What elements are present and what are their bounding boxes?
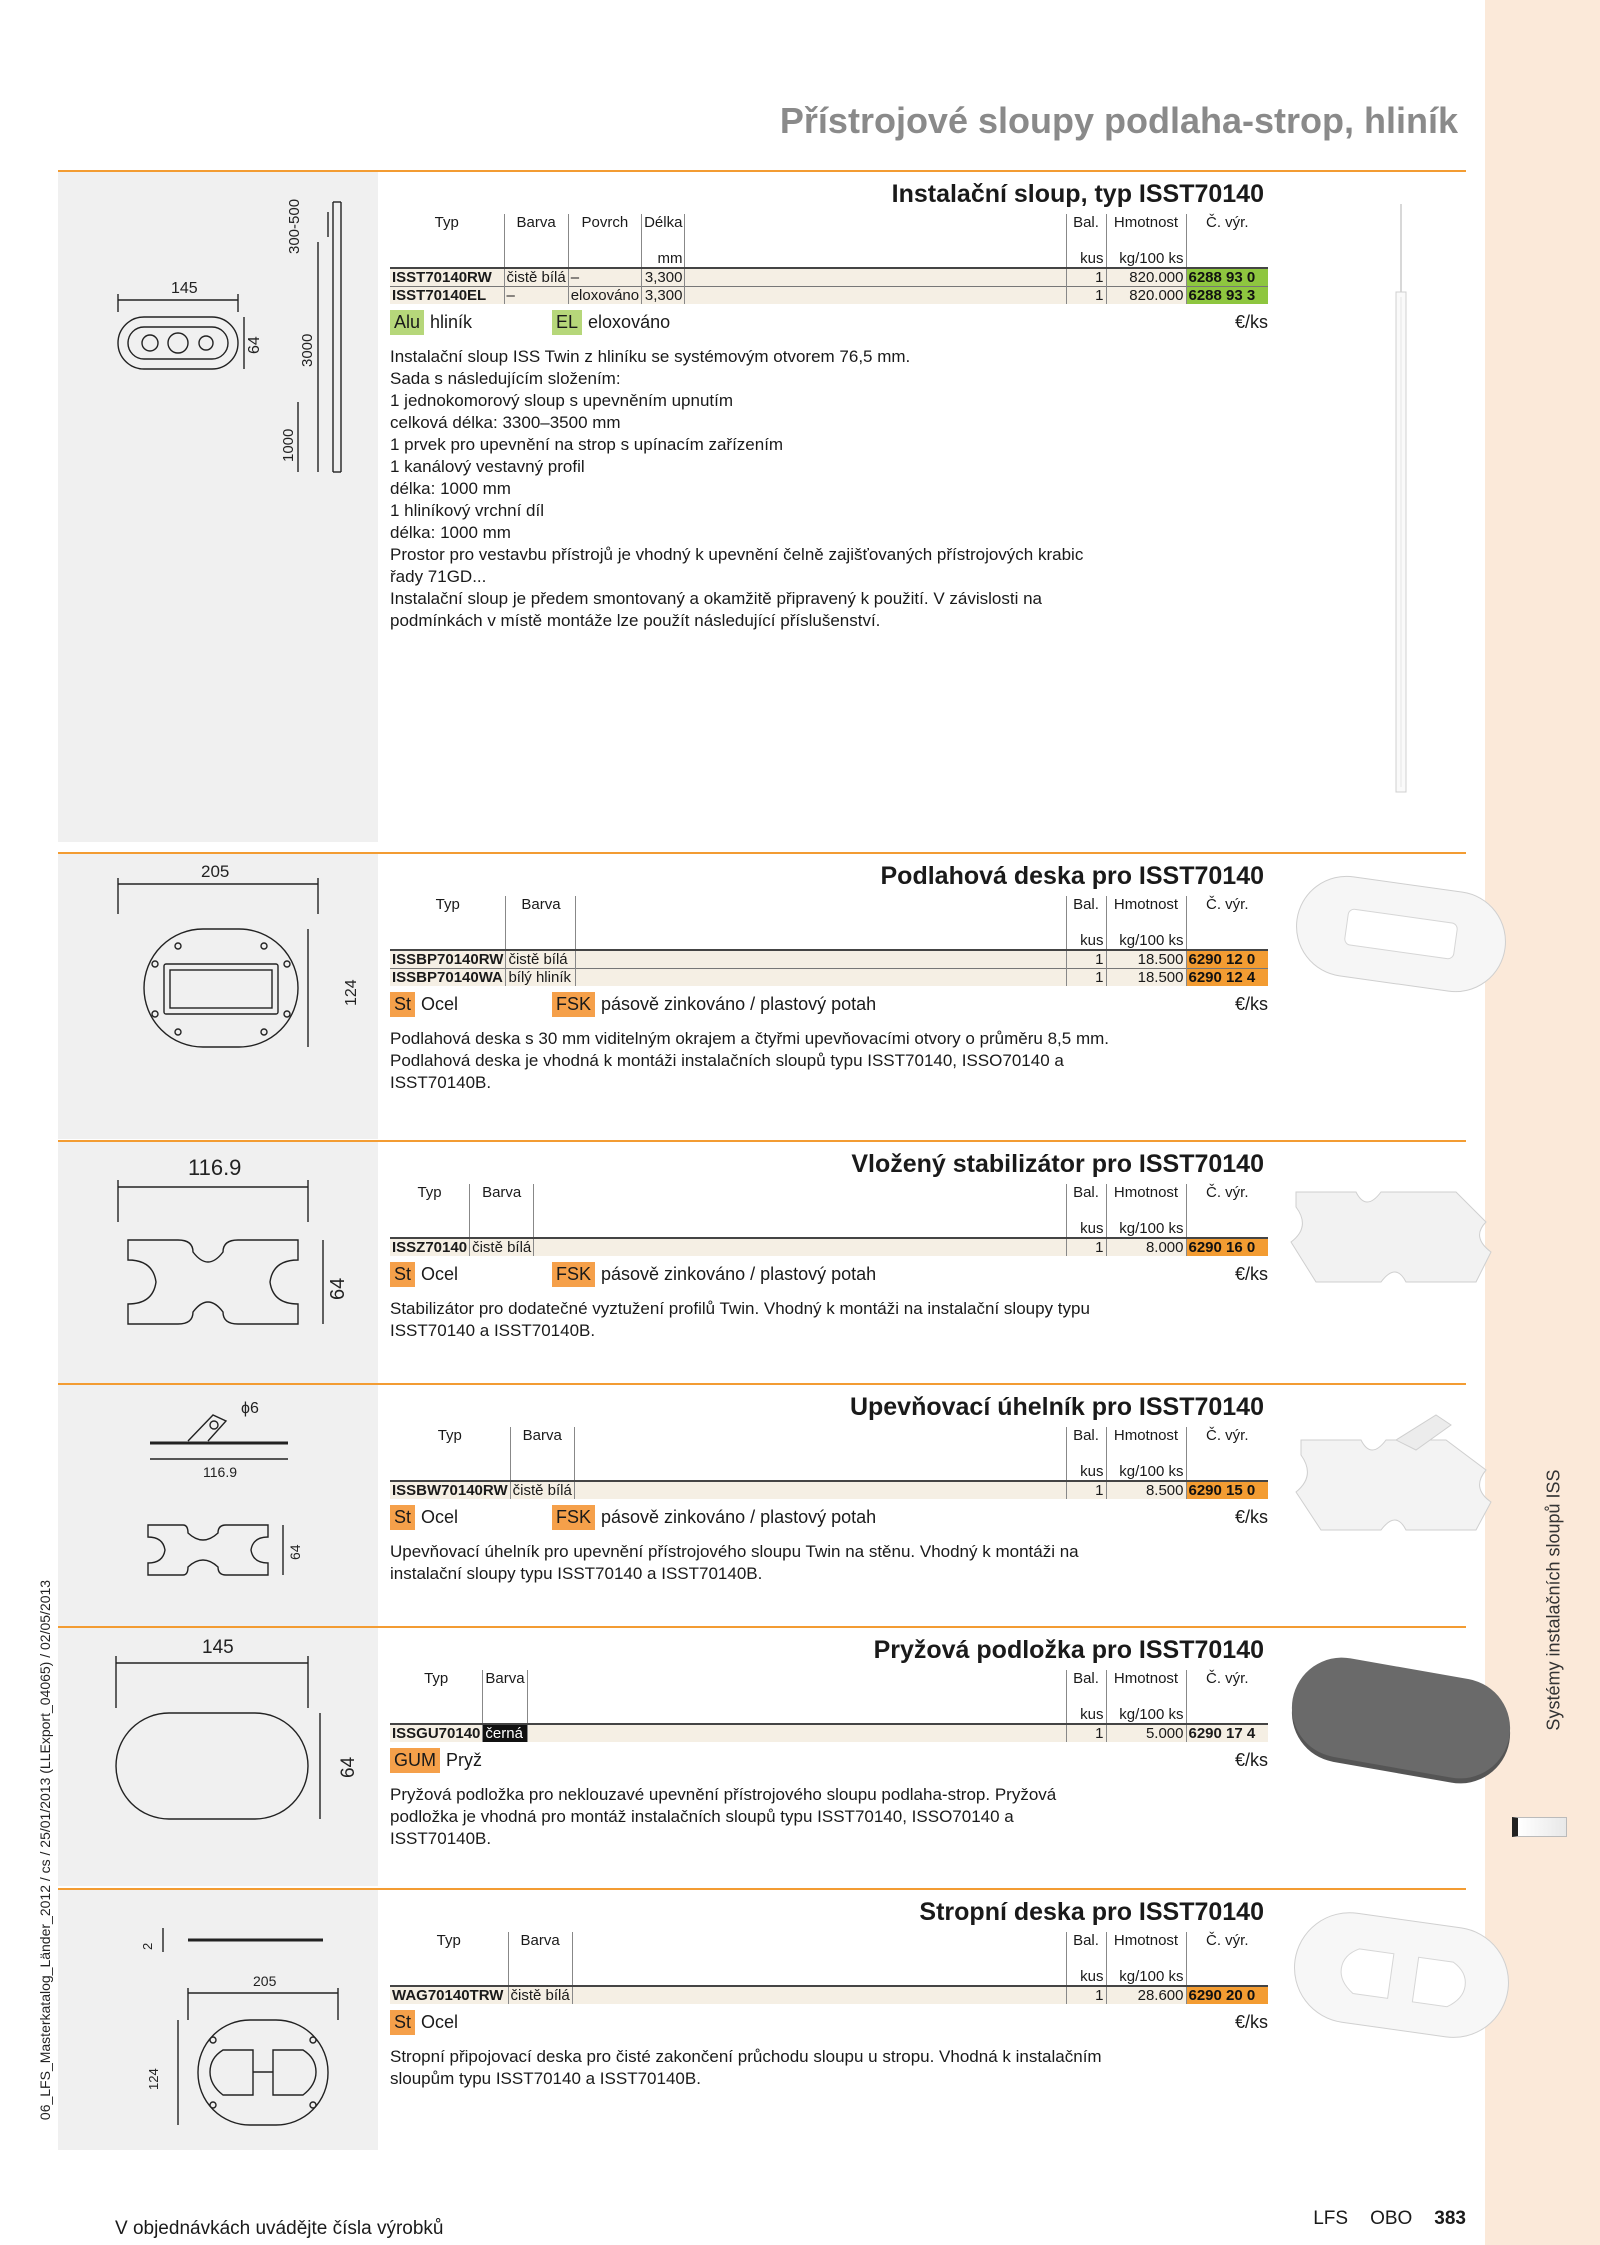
column-header: Barva <box>508 1932 572 1968</box>
column-header: Bal. <box>1066 1184 1106 1220</box>
unit-label: kus <box>1066 1968 1106 1986</box>
dim-label: 145 <box>171 280 198 297</box>
section-floor-plate <box>58 852 1466 1139</box>
page-title: Přístrojové sloupy podlaha-strop, hliník <box>779 100 1458 141</box>
product-table <box>390 214 1268 304</box>
units-row <box>390 250 1268 268</box>
unit-label: kus <box>1066 250 1106 268</box>
product-photo <box>1286 1648 1516 1788</box>
weight-cell: 18.500 <box>1106 969 1186 987</box>
material-name: Ocel <box>421 1264 459 1284</box>
surface-name: pásově zinkováno / plastový potah <box>601 994 877 1014</box>
column-header: Hmotnost <box>1106 214 1186 250</box>
dim-label: 1000 <box>280 428 297 462</box>
dim-label: 124 <box>146 2068 161 2090</box>
pack-cell: 1 <box>1066 1986 1106 2004</box>
column-header: Bal. <box>1066 896 1106 932</box>
section-installation-column <box>58 170 1466 842</box>
product-description: Instalační sloup ISS Twin z hliníku se systémovým otvorem 76,5 mm. Sada s následujícím složením: 1 jednokomorový sloup s upevněním upnutím celková délka: 3300–3500 mm 1 prvek pro upevnění na strop s upínacím zařízením 1 kanálový vestavný profil délka: 1000 mm 1 hliníkový vrchní díl délka: 1000 mm Prostor pro vestavbu přístrojů je vhodný k upevnění čelně zajišťovaných přístrojových krabic řady 71GD... Instalační sloup je předem smontovaný a okamžitě připravený k použití. V závislosti na podmínkách v místě montáže lze použít následující příslušenství. <box>390 347 1084 630</box>
unit-label: kg/100 ks <box>1106 1463 1186 1481</box>
material-line <box>390 1262 1268 1292</box>
unit-label: kg/100 ks <box>1106 932 1186 950</box>
surface-code-badge: EL <box>552 310 582 335</box>
column-header: Typ <box>390 1932 508 1968</box>
order-note: V objednávkách uvádějte čísla výrobků <box>115 2218 444 2239</box>
technical-drawing <box>58 1142 378 1384</box>
dim-label: 116.9 <box>203 1464 237 1480</box>
price-unit: €/ks <box>1234 1507 1268 1527</box>
product-description: Pryžová podložka pro neklouzavé upevnění přístrojového sloupu podlaha-strop. Pryžová podložka je vhodná pro montáž instalačních sloupů typu ISST70140, ISSO70140 a ISST70140B. <box>390 1785 1057 1848</box>
pack-cell: 1 <box>1066 1481 1106 1499</box>
surface-code-badge: FSK <box>552 992 595 1017</box>
column-header: Typ <box>390 1184 470 1220</box>
product-description: Upevňovací úhelník pro upevnění přístrojového sloupu Twin na stěnu. Vhodný k montáži na instalační sloupy typu ISST70140 a ISST70140B. <box>390 1542 1079 1583</box>
column-header: Povrch <box>568 214 641 250</box>
column-header: Č. výr. <box>1205 1670 1249 1687</box>
product-code: ISSBP70140RW <box>390 950 506 969</box>
unit-label: kus <box>1066 1463 1106 1481</box>
dim-label: 64 <box>287 1544 303 1560</box>
color-cell: čistě bílá <box>506 950 576 969</box>
material-name: Ocel <box>421 994 459 1014</box>
order-number: 6288 93 0 <box>1186 268 1268 287</box>
unit-label: kus <box>1066 1706 1106 1724</box>
weight-cell: 820.000 <box>1106 268 1186 287</box>
product-code: ISSBP70140WA <box>390 969 506 987</box>
unit-label: kg/100 ks <box>1106 1220 1186 1238</box>
product-code: ISST70140EL <box>390 287 504 305</box>
pack-cell: 1 <box>1066 287 1106 305</box>
material-name: Pryž <box>446 1750 482 1770</box>
column-header: Bal. <box>1066 1670 1106 1706</box>
dim-label: 64 <box>327 1277 349 1300</box>
spacer <box>685 214 1066 250</box>
table-row <box>390 1986 1268 2004</box>
dim-label: 300-500 <box>286 198 303 254</box>
column-header: Délka <box>642 214 685 250</box>
product-photo <box>1286 1182 1516 1292</box>
color-cell: čistě bílá <box>508 1986 572 2004</box>
price-unit: €/ks <box>1234 1264 1268 1284</box>
surface-cell: – <box>568 268 641 287</box>
material-line <box>390 2010 1268 2040</box>
unit-label: kus <box>1066 932 1106 950</box>
product-table <box>390 1184 1268 1256</box>
product-description: Stropní připojovací deska pro čisté zakončení průchodu sloupu u stropu. Vhodná k instalačním sloupům typu ISST70140 a ISST70140B. <box>390 2047 1102 2088</box>
column-header: Hmotnost <box>1106 1184 1186 1220</box>
catalog-meta-text: 06_LFS_Masterkatalog_Länder_2012 / cs / 25/01/2013 (LLExport_04065) / 02/05/2013 <box>37 1579 53 2121</box>
technical-drawing <box>58 1890 378 2150</box>
footer-brand <box>1313 2208 1466 2230</box>
table-header <box>390 214 1268 250</box>
column-header: Hmotnost <box>1106 1427 1186 1463</box>
technical-drawing <box>58 1628 378 1886</box>
product-code: WAG70140TRW <box>390 1986 508 2004</box>
order-number: 6290 12 4 <box>1186 969 1268 987</box>
unit-label: kg/100 ks <box>1106 1706 1186 1724</box>
material-line <box>390 1505 1268 1535</box>
color-cell: bílý hliník <box>506 969 576 987</box>
dim-label: 205 <box>253 1973 277 1989</box>
weight-cell: 18.500 <box>1106 950 1186 969</box>
pack-cell: 1 <box>1066 969 1106 987</box>
column-header: Bal. <box>1066 1932 1106 1968</box>
section-title: Podlahová deska pro ISST70140 <box>880 862 1264 890</box>
pack-cell: 1 <box>1066 1238 1106 1256</box>
material-code-badge: GUM <box>390 1748 440 1773</box>
order-number: 6290 17 4 <box>1186 1724 1268 1742</box>
material-code-badge: St <box>390 1505 415 1530</box>
price-unit: €/ks <box>1234 2012 1268 2032</box>
column-header: Č. výr. <box>1205 1932 1249 1949</box>
section-title: Stropní deska pro ISST70140 <box>919 1898 1264 1926</box>
column-header: Č. výr. <box>1205 1427 1249 1444</box>
column-header: Č. výr. <box>1205 896 1249 913</box>
surface-code-badge: FSK <box>552 1505 595 1530</box>
page-number: 383 <box>1434 2208 1466 2229</box>
color-cell: čistě bílá <box>470 1238 534 1256</box>
brand-obo: OBO <box>1370 2208 1413 2229</box>
order-number: 6288 93 3 <box>1186 287 1268 305</box>
section-stabilizer <box>58 1140 1466 1384</box>
column-header: Č. výr. <box>1205 1184 1249 1201</box>
price-unit: €/ks <box>1234 312 1268 332</box>
order-number: 6290 16 0 <box>1186 1238 1268 1256</box>
table-row <box>390 1724 1268 1742</box>
column-header: Typ <box>390 1427 510 1463</box>
unit-label: mm <box>642 250 685 268</box>
weight-cell: 8.500 <box>1106 1481 1186 1499</box>
weight-cell: 820.000 <box>1106 287 1186 305</box>
table-row <box>390 1481 1268 1499</box>
product-table <box>390 896 1268 986</box>
technical-drawing <box>58 854 378 1139</box>
color-cell: čistě bílá <box>504 268 568 287</box>
price-unit: €/ks <box>1234 994 1268 1014</box>
product-photo <box>1286 874 1516 994</box>
material-code-badge: St <box>390 1262 415 1287</box>
unit-label: kg/100 ks <box>1106 250 1186 268</box>
sidebar-category-label: Systémy instalačních sloupů ISS <box>1543 1469 1564 1731</box>
column-header: Č. výr. <box>1205 214 1249 231</box>
column-header: Barva <box>510 1427 574 1463</box>
surface-code-badge: FSK <box>552 1262 595 1287</box>
material-name: Ocel <box>421 1507 459 1527</box>
product-photo <box>1286 1410 1516 1540</box>
section-title: Upevňovací úhelník pro ISST70140 <box>849 1393 1264 1421</box>
dim-label: 124 <box>343 979 360 1006</box>
product-code: ISSGU70140 <box>390 1724 483 1742</box>
column-header: Typ <box>390 896 506 932</box>
color-cell: čistě bílá <box>510 1481 574 1499</box>
brand-lfs: LFS <box>1313 2208 1349 2229</box>
column-header: Hmotnost <box>1106 1932 1186 1968</box>
material-code-badge: Alu <box>390 310 424 335</box>
product-table <box>390 1427 1268 1499</box>
table-row <box>390 950 1268 969</box>
section-title: Vložený stabilizátor pro ISST70140 <box>851 1150 1264 1178</box>
product-table <box>390 1932 1268 2004</box>
column-header: Barva <box>470 1184 534 1220</box>
table-row <box>390 969 1268 987</box>
product-code: ISSZ70140 <box>390 1238 470 1256</box>
column-header: Bal. <box>1066 1427 1106 1463</box>
surface-name: eloxováno <box>588 312 671 332</box>
order-number: 6290 15 0 <box>1186 1481 1268 1499</box>
dim-label: 116.9 <box>188 1155 242 1180</box>
dim-label: 3000 <box>299 333 316 367</box>
product-description: Podlahová deska s 30 mm viditelným okrajem a čtyřmi upevňovacími otvory o průměru 8,5 mm. Podlahová deska je vhodná k montáži instalačních sloupů typu ISST70140, ISSO70140 a ISST70140B. <box>390 1029 1109 1092</box>
product-code: ISST70140RW <box>390 268 504 287</box>
column-header: Hmotnost <box>1106 896 1186 932</box>
dim-label: 2 <box>140 1942 155 1950</box>
color-cell: černá <box>483 1724 527 1742</box>
technical-drawing <box>58 1385 378 1627</box>
column-header: Typ <box>390 214 504 250</box>
length-cell: 3,300 <box>642 268 685 287</box>
material-name: Ocel <box>421 2012 459 2032</box>
order-number: 6290 20 0 <box>1186 1986 1268 2004</box>
product-photo <box>1286 1905 1516 2045</box>
section-title: Instalační sloup, typ ISST70140 <box>891 180 1264 208</box>
dim-label: ϕ6 <box>241 1400 259 1417</box>
column-header: Hmotnost <box>1106 1670 1186 1706</box>
product-code: ISSBW70140RW <box>390 1481 510 1499</box>
material-name: hliník <box>430 312 473 332</box>
table-row <box>390 287 1268 305</box>
product-photo <box>1286 202 1516 802</box>
column-header: Barva <box>483 1670 527 1706</box>
unit-label: kus <box>1066 1220 1106 1238</box>
section-rubber-pad <box>58 1626 1466 1886</box>
table-row <box>390 1238 1268 1256</box>
column-header: Bal. <box>1066 214 1106 250</box>
order-number: 6290 12 0 <box>1186 950 1268 969</box>
material-line <box>390 310 1268 340</box>
column-header: Typ <box>390 1670 483 1706</box>
material-code-badge: St <box>390 2010 415 2035</box>
column-header: Barva <box>504 214 568 250</box>
pack-cell: 1 <box>1066 1724 1106 1742</box>
weight-cell: 28.600 <box>1106 1986 1186 2004</box>
sidebar-product-swatch <box>1512 1817 1567 1837</box>
section-ceiling-plate <box>58 1888 1466 2150</box>
product-table <box>390 1670 1268 1742</box>
surface-cell: eloxováno <box>568 287 641 305</box>
column-header: Barva <box>506 896 576 932</box>
material-line <box>390 992 1268 1022</box>
material-line <box>390 1748 1268 1778</box>
dim-label: 145 <box>202 1637 234 1658</box>
dim-label: 205 <box>201 862 230 881</box>
product-description: Stabilizátor pro dodatečné vyztužení profilů Twin. Vhodný k montáži na instalační sloupy typu ISST70140 a ISST70140B. <box>390 1299 1090 1340</box>
pack-cell: 1 <box>1066 950 1106 969</box>
table-row <box>390 268 1268 287</box>
dim-label: 64 <box>246 336 263 354</box>
surface-name: pásově zinkováno / plastový potah <box>601 1507 877 1527</box>
color-cell: – <box>504 287 568 305</box>
weight-cell: 5.000 <box>1106 1724 1186 1742</box>
weight-cell: 8.000 <box>1106 1238 1186 1256</box>
unit-label: kg/100 ks <box>1106 1968 1186 1986</box>
length-cell: 3,300 <box>642 287 685 305</box>
material-code-badge: St <box>390 992 415 1017</box>
section-title: Pryžová podložka pro ISST70140 <box>873 1636 1264 1664</box>
price-unit: €/ks <box>1234 1750 1268 1770</box>
pack-cell: 1 <box>1066 268 1106 287</box>
technical-drawing <box>58 172 378 842</box>
surface-name: pásově zinkováno / plastový potah <box>601 1264 877 1284</box>
section-wall-bracket <box>58 1383 1466 1627</box>
dim-label: 64 <box>338 1756 359 1778</box>
